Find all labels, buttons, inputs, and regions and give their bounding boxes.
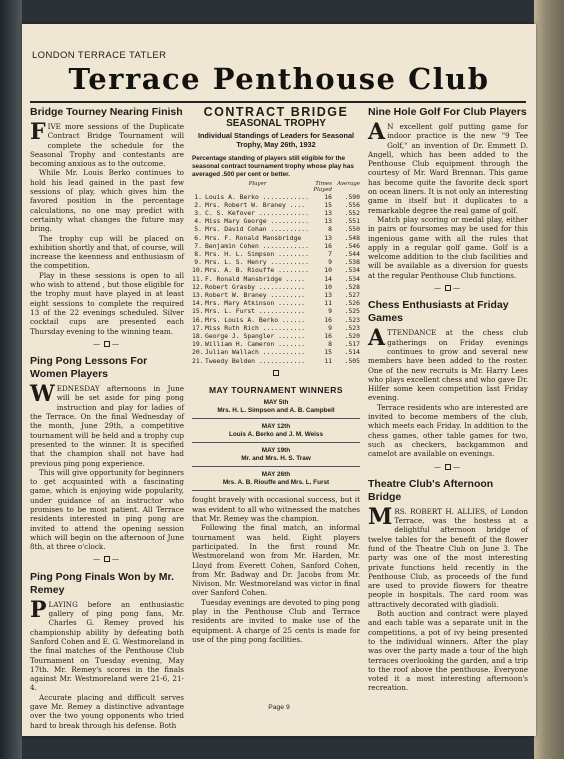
player-cell: C. S. Kefover ............. (205, 209, 309, 217)
player-cell: Miss Mary George .......... (205, 217, 309, 226)
rank-cell: 1. (194, 192, 202, 201)
contract-bridge-title: CONTRACT BRIDGE (203, 105, 349, 119)
drop-cap: P (30, 596, 47, 623)
finals-paragraph-4: Following the final match, an informal tournament was held. Eight players participated. In the first round Mr. Westmoreland won from Mr. Harden, Mr. Lloyd from Everett Cohen, Sanford Cohen, from Mr. Badway and Dr. Jacobs from Mr. Nivison. Mr. Westmoreland was victor in final over Sanford Cohen. (192, 523, 360, 598)
pingpong-paragraph-1: WEDNESDAY afternoons in June will be set aside for ping pong instruction and play for ladies of the Terrace. On the final Wednesday of the month, June 29th, a competitive tournament will be held and a trophy cup presented to the winner. It is specified that the champion shall not have had previous ping pong experience. (30, 381, 184, 468)
standings-header (192, 181, 360, 193)
average-cell: .534 (344, 274, 360, 283)
times-cell: 7 (328, 250, 332, 259)
times-cell: 13 (324, 291, 332, 300)
average-cell: .590 (344, 192, 360, 201)
winners-title: MAY TOURNAMENT WINNERS (208, 385, 344, 396)
standings-row (192, 324, 360, 332)
finals-paragraph-5: Tuesday evenings are devoted to ping pong play in the Penthouse Club and Terrace residents are invited to make use of the equipment. A charge of 25 cents is made for use of the ping pong facilities. (192, 597, 360, 644)
winner-date: MAY 26th (261, 471, 291, 479)
times-cell: 16 (324, 192, 332, 201)
times-cell: 14 (324, 274, 332, 283)
golf-headline: Nine Hole Golf For Club Players (368, 106, 527, 118)
average-cell: .514 (344, 348, 360, 357)
player-cell: Miss Ruth Rich ........... (205, 323, 306, 332)
drop-cap: M (368, 503, 393, 530)
standings-row (192, 193, 360, 201)
rank-cell: 3. (194, 209, 202, 217)
player-cell: Benjamin Cohen ............ (205, 241, 309, 250)
winner-date: MAY 19th (261, 447, 291, 455)
golf-paragraph-2: Match play scoring or medal play, either in pairs or foursomes may be used for this ingenious game with all the rules that apply in a regular golf game. Golf is a welcome addition to the club facilities and will be available as a diversion for guests at the regular Penthouse Club functions. (368, 214, 528, 280)
player-cell: Tweedy Belden ............ (205, 356, 306, 365)
average-cell: .526 (344, 299, 360, 308)
player-cell: Mrs. L. S. Henry .......... (205, 258, 309, 267)
bridge-headline: Bridge Tourney Nearing Finish (30, 106, 183, 118)
finals-paragraph-2: Accurate placing and difficult serves gave Mr. Remey a distinctive advantage over the two young opponents who tried hard to break through his defense. Both (30, 692, 184, 730)
theatre-headline: Theatre Club's Afternoon Bridge (368, 477, 494, 503)
player-cell: Mrs. H. L. Simpson ........ (205, 250, 309, 259)
times-cell: 10 (324, 266, 332, 275)
left-column (30, 106, 184, 730)
standings-row (192, 225, 360, 233)
ornament-divider: — — (93, 339, 121, 348)
standings-row (192, 348, 360, 356)
times-cell: 16 (324, 332, 332, 341)
rank-cell: 9. (194, 258, 202, 267)
times-cell: 15 (324, 200, 332, 209)
standings-row (192, 242, 360, 250)
rank-cell: 14. (192, 299, 204, 308)
times-cell: 9 (328, 307, 332, 316)
standings-table (192, 193, 360, 365)
col-times: Times Played (313, 180, 332, 193)
average-cell: .505 (344, 356, 360, 365)
pingpong-paragraph-2: This will give opportunity for beginners to get acquainted with a fascinating game, which is enjoying wide popularity, under guidance of an instructor who promises to be most patient. All Terrace residents interested in ping pong are invited to attend the opening session which will begin on the afternoon of June 8th, at three o'clock. (30, 467, 184, 552)
rank-cell: 4. (194, 217, 202, 226)
player-cell: Robert Grasby ............ (205, 282, 306, 291)
player-cell: George J. Spangler ....... (205, 332, 306, 341)
times-cell: 13 (324, 217, 332, 226)
average-cell: .527 (344, 291, 360, 300)
player-cell: William H. Cameron ....... (205, 340, 306, 349)
winner-date: MAY 5th (263, 399, 289, 407)
player-cell: F. Ronald Mansbridge ..... (205, 274, 306, 283)
standings-row (192, 201, 360, 209)
player-cell: Robert W. Braney ......... (205, 291, 306, 300)
drop-cap: W (30, 381, 55, 408)
times-cell: 15 (324, 348, 332, 357)
average-cell: .552 (344, 209, 360, 217)
bridge-paragraph-4: Play in these sessions is open to all who wish to attend , but those eligible for the trophy must have played in at least eight sessions to complete the required 13 of the 22 evenings scheduled. Silver cocktail cups are presented each Thursday evening to the winning team. (30, 270, 184, 336)
chess-paragraph-1: ATTENDANCE at the chess club gatherings on Friday evenings continues to grow and several new members have been added to the roster. One of the new recruits is Mr. Harry Lees who plays excellent chess and who gave Dr. Hilfer some keen competition last Friday evening. (368, 325, 528, 403)
standings-row (192, 250, 360, 258)
newsletter-page (22, 24, 536, 736)
times-cell: 9 (328, 323, 332, 332)
standings-row (192, 209, 360, 217)
col-player: Player (248, 180, 267, 187)
rank-cell: 15. (192, 307, 204, 316)
finals-paragraph-1: PLAYING before an enthusiastic gallery of ping pong fans, Mr. Charles G. Remey proved his championship ability by defeating both Sanford Cohen and E. G. Westmoreland in the final matches of the Penthouse Club Tournament on Tuesday evening, May 17th. Mr. Remey's scores in the finals against Mr. Westmoreland were 21-6, 21-4. (30, 596, 184, 693)
rank-cell: 16. (192, 315, 204, 324)
center-column (192, 106, 360, 644)
finals-paragraph-3: fought bravely with occasional success, but it was evident to all who witnessed the matches that Mr. Remey was the champion. (192, 495, 360, 524)
masthead-title: Terrace Penthouse Club (68, 62, 490, 96)
average-cell: .523 (344, 323, 360, 332)
player-cell: Mrs. F. Ronald Mansbridge (205, 233, 302, 242)
bridge-paragraph-2: While Mr. Louis Berko continues to hold his lead gained in the past few sessions of play, which gives him the favored position in the percentage calculations, no one may predict with certainty what changes the future may bring. (30, 168, 184, 234)
times-cell: 13 (324, 233, 332, 242)
rank-cell: 17. (192, 323, 204, 332)
standings-row (192, 266, 360, 274)
average-cell: .523 (344, 315, 360, 324)
average-cell: .546 (344, 241, 360, 250)
ornament-divider: — — (434, 462, 462, 471)
average-cell: .544 (344, 250, 360, 259)
times-cell: 11 (324, 356, 332, 365)
publication-name: LONDON TERRACE TATLER (32, 50, 167, 61)
chess-paragraph-2: Terrace residents who are interested are invited to become members of the club, which meets each Friday. In addition to the chess games, other table games for two, such as checkers, backgammon and camelot are available on evenings. (368, 402, 528, 459)
bridge-paragraph-1: FIVE more sessions of the Duplicate Contract Bridge Tournament will complete the schedule for the Seasonal Trophy and contestants are becoming anxious as to the outcome. (30, 119, 184, 169)
standings-row (192, 299, 360, 307)
theatre-paragraph-1: MRS. ROBERT H. ALLIES, of London Terrace, was the hostess at a delightful afternoon bridge of twelve tables for the benefit of the flower fund of the Theatre Club on June 3. The party was one of the most interesting private functions held recently in the Penthouse Club, as proceeds of the fund are used to provide flowers for theatre people in hospitals. The card room was attractively decorated with gladioli. (368, 503, 528, 609)
ornament-divider (192, 369, 360, 378)
ornament-divider: — — (434, 284, 462, 293)
player-cell: Louis A. Berko ............ (205, 192, 309, 201)
rank-cell: 2. (194, 200, 202, 209)
winner-names: Mr. and Mrs. H. S. Traw (192, 455, 360, 467)
average-cell: .556 (344, 200, 360, 209)
winner-names: Louis A. Berko and J. M. Weiss (192, 431, 360, 443)
times-cell: 16 (324, 315, 332, 324)
player-cell: Mrs. David Cohan .......... (205, 225, 309, 234)
player-cell: Mrs. Louis A. Berko ...... (205, 315, 306, 324)
drop-cap: F (30, 119, 46, 145)
theatre-paragraph-2: Both auction and contract were played and each table was a separate unit in the competitions, a pot of ivy being presented to the individual winners. After the play was over the party made a tour of the high terraces overlooking the garden, and a trip to the roof above the penthouse. Everyone voted it a most interesting afternoon's recreation. (368, 609, 528, 693)
page-edges (534, 0, 564, 759)
standings-title: Individual Standings of Leaders for Seasonal Trophy, May 26th, 1932 (197, 130, 355, 149)
standings-note: Percentage standing of players still eligible for the seasonal contract tournament trophy whose play has averaged .500 per cent or better. (192, 154, 354, 178)
standings-row (192, 283, 360, 291)
ornament-divider: — — (93, 555, 121, 564)
right-column (368, 106, 528, 693)
average-cell: .517 (344, 340, 360, 349)
standings-row (192, 332, 360, 340)
average-cell: .520 (344, 332, 360, 341)
rank-cell: 7. (194, 241, 202, 250)
rank-cell: 10. (192, 266, 204, 275)
drop-cap: A (368, 119, 386, 145)
average-cell: .528 (344, 282, 360, 291)
times-cell: 13 (324, 209, 332, 217)
winner-names: Mrs. H. L. Simpson and A. B. Campbell (192, 407, 360, 419)
winners-list (192, 399, 360, 491)
winner-date: MAY 12th (261, 423, 291, 431)
drop-cap: A (368, 325, 386, 352)
winner-names: Mrs. A. B. Riouffe and Mrs. L. Furst (192, 479, 360, 491)
player-cell: Julian Wallach ........... (205, 348, 306, 357)
golf-paragraph-1: A N excellent golf putting game for indoor practice is the new "9 Tee Golf," an invention of Dr. Emmett D. Angell, which has been added to the Penthouse Club equipment through the courtesy of Mr. Ward Brennan. This game has become quite the favorite deck sport on ocean liners. It is not only an interesting game in itself but it duplicates to a remarkable degree the real game of golf. (368, 119, 528, 215)
standings-row (192, 307, 360, 315)
col-average: Average (337, 180, 360, 187)
rank-cell: 19. (192, 340, 204, 349)
finals-headline: Ping Pong Finals Won by Mr. Remey (30, 570, 174, 596)
times-cell: 9 (328, 258, 332, 267)
player-cell: Mrs. L. Furst ............ (205, 307, 306, 316)
book-binding (0, 0, 22, 759)
average-cell: .548 (344, 233, 360, 242)
rank-cell: 13. (192, 291, 204, 300)
standings-row (192, 217, 360, 225)
player-cell: Mrs. Mary Atkinson ....... (205, 299, 306, 308)
page-number: Page 9 (268, 704, 290, 711)
average-cell: .538 (344, 258, 360, 267)
times-cell: 8 (328, 225, 332, 234)
standings-row (192, 316, 360, 324)
rank-cell: 5. (194, 225, 202, 234)
rank-cell: 11. (192, 274, 204, 283)
standings-row (192, 340, 360, 348)
chess-headline: Chess Enthusiasts at Friday Games (368, 299, 509, 325)
standings-row (192, 275, 360, 283)
rank-cell: 12. (192, 282, 204, 291)
player-cell: Mrs. Robert W. Braney .... (205, 200, 306, 209)
average-cell: .551 (344, 217, 360, 226)
times-cell: 8 (328, 340, 332, 349)
standings-row (192, 258, 360, 266)
times-cell: 10 (324, 282, 332, 291)
average-cell: .534 (344, 266, 360, 275)
rank-cell: 21. (192, 356, 204, 365)
bridge-paragraph-3: The trophy cup will be placed on exhibition shortly and that, of course, will increase the keenness and enthusiasm of the competition. (30, 233, 184, 271)
masthead-rule (30, 101, 526, 103)
standings-row (192, 234, 360, 242)
standings-row (192, 291, 360, 299)
average-cell: .525 (344, 307, 360, 316)
times-cell: 11 (324, 299, 332, 308)
rank-cell: 18. (192, 332, 204, 341)
rank-cell: 6. (194, 233, 202, 242)
rank-cell: 8. (194, 250, 202, 259)
seasonal-trophy-subtitle: SEASONAL TROPHY (226, 118, 326, 130)
standings-row (192, 357, 360, 365)
pingpong-headline: Ping Pong Lessons For Women Players (30, 355, 148, 381)
times-cell: 16 (324, 241, 332, 250)
average-cell: .550 (344, 225, 360, 234)
rank-cell: 20. (192, 348, 204, 357)
player-cell: Mrs. A. B. Riouffe ........ (205, 266, 309, 275)
